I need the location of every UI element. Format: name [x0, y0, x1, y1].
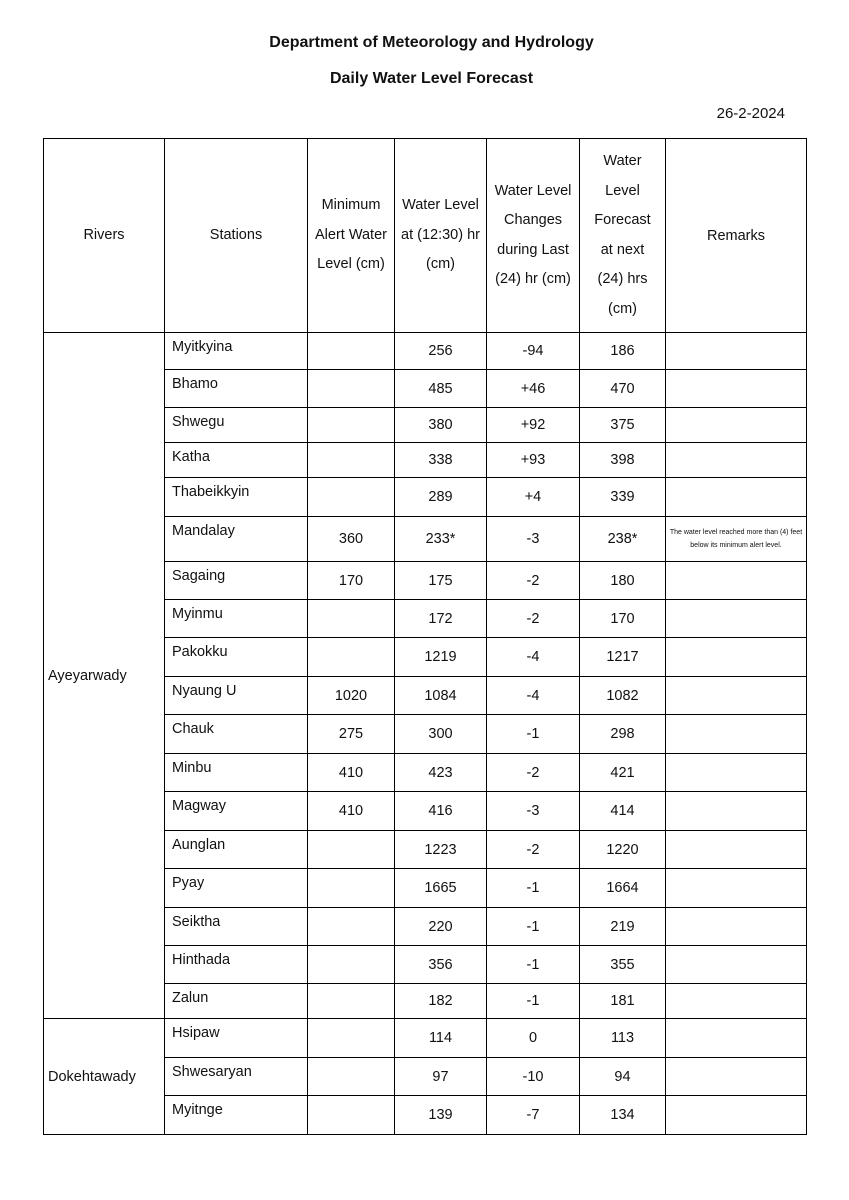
water-level-cell: 338: [395, 443, 487, 478]
col-header-remarks: Remarks: [666, 139, 807, 333]
water-level-cell: 1219: [395, 638, 487, 677]
water-level-cell: 1665: [395, 869, 487, 908]
water-level-cell: 182: [395, 984, 487, 1019]
station-cell: Minbu: [165, 754, 308, 792]
water-level-cell: 380: [395, 408, 487, 443]
station-cell: Shwesaryan: [165, 1058, 308, 1096]
water-level-cell: 97: [395, 1058, 487, 1096]
remark-cell: [666, 408, 807, 443]
station-cell: Thabeikkyin: [165, 478, 308, 517]
station-cell: Myitkyina: [165, 333, 308, 370]
change-cell: -2: [487, 562, 580, 600]
forecast-cell: 470: [580, 370, 666, 408]
remark-cell: [666, 370, 807, 408]
remark-cell: [666, 869, 807, 908]
change-cell: -4: [487, 677, 580, 715]
change-cell: +92: [487, 408, 580, 443]
change-cell: -3: [487, 792, 580, 831]
water-level-cell: 233*: [395, 517, 487, 562]
change-cell: -3: [487, 517, 580, 562]
forecast-cell: 1217: [580, 638, 666, 677]
change-cell: -2: [487, 754, 580, 792]
col-header-stations: Stations: [165, 139, 308, 333]
min-alert-cell: [308, 946, 395, 984]
col-header-water-level: Water Level at (12:30) hr (cm): [395, 139, 487, 333]
change-cell: -1: [487, 908, 580, 946]
col-header-forecast: Water Level Forecast at next (24) hrs (cm): [580, 139, 666, 333]
remark-cell: The water level reached more than (4) feet below its minimum alert level.: [666, 517, 807, 562]
min-alert-cell: [308, 443, 395, 478]
min-alert-cell: 410: [308, 754, 395, 792]
header-row: [44, 139, 807, 333]
change-cell: -1: [487, 869, 580, 908]
min-alert-cell: 410: [308, 792, 395, 831]
min-alert-cell: 360: [308, 517, 395, 562]
min-alert-cell: 170: [308, 562, 395, 600]
remark-cell: [666, 984, 807, 1019]
change-cell: -2: [487, 831, 580, 869]
min-alert-cell: [308, 984, 395, 1019]
change-cell: -94: [487, 333, 580, 370]
min-alert-cell: [308, 869, 395, 908]
remark-cell: [666, 600, 807, 638]
forecast-cell: 355: [580, 946, 666, 984]
station-cell: Shwegu: [165, 408, 308, 443]
change-cell: -1: [487, 715, 580, 754]
station-cell: Seiktha: [165, 908, 308, 946]
remark-cell: [666, 1058, 807, 1096]
forecast-cell: 375: [580, 408, 666, 443]
station-cell: Pyay: [165, 869, 308, 908]
remark-cell: [666, 1096, 807, 1135]
forecast-cell: 134: [580, 1096, 666, 1135]
col-header-changes: Water Level Changes during Last (24) hr (cm): [487, 139, 580, 333]
water-level-cell: 416: [395, 792, 487, 831]
station-cell: Hsipaw: [165, 1019, 308, 1058]
water-level-cell: 220: [395, 908, 487, 946]
remark-cell: [666, 1019, 807, 1058]
water-level-table: [43, 138, 807, 1135]
station-cell: Mandalay: [165, 517, 308, 562]
water-level-cell: 256: [395, 333, 487, 370]
water-level-cell: 114: [395, 1019, 487, 1058]
min-alert-cell: [308, 600, 395, 638]
change-cell: +46: [487, 370, 580, 408]
min-alert-cell: 275: [308, 715, 395, 754]
forecast-cell: 219: [580, 908, 666, 946]
water-level-cell: 289: [395, 478, 487, 517]
change-cell: -4: [487, 638, 580, 677]
river-cell: Ayeyarwady: [44, 333, 165, 1019]
remark-cell: [666, 478, 807, 517]
forecast-cell: 398: [580, 443, 666, 478]
forecast-cell: 238*: [580, 517, 666, 562]
remark-cell: [666, 754, 807, 792]
min-alert-cell: [308, 408, 395, 443]
station-cell: Myitnge: [165, 1096, 308, 1135]
min-alert-cell: [308, 831, 395, 869]
min-alert-cell: [308, 908, 395, 946]
forecast-cell: 1664: [580, 869, 666, 908]
change-cell: 0: [487, 1019, 580, 1058]
min-alert-cell: [308, 638, 395, 677]
min-alert-cell: [308, 333, 395, 370]
remark-cell: [666, 638, 807, 677]
remark-cell: [666, 333, 807, 370]
water-level-cell: 485: [395, 370, 487, 408]
forecast-cell: 180: [580, 562, 666, 600]
station-cell: Bhamo: [165, 370, 308, 408]
table-row: [44, 333, 807, 370]
station-cell: Zalun: [165, 984, 308, 1019]
remark-cell: [666, 715, 807, 754]
remark-cell: [666, 908, 807, 946]
min-alert-cell: [308, 1096, 395, 1135]
col-header-min-alert: Minimum Alert Water Level (cm): [308, 139, 395, 333]
page-title: Department of Meteorology and Hydrology: [269, 34, 594, 51]
forecast-cell: 94: [580, 1058, 666, 1096]
station-cell: Pakokku: [165, 638, 308, 677]
forecast-cell: 181: [580, 984, 666, 1019]
change-cell: -10: [487, 1058, 580, 1096]
station-cell: Nyaung U: [165, 677, 308, 715]
remark-cell: [666, 562, 807, 600]
forecast-cell: 298: [580, 715, 666, 754]
col-header-rivers: Rivers: [44, 139, 165, 333]
change-cell: -1: [487, 984, 580, 1019]
min-alert-cell: [308, 1058, 395, 1096]
water-level-cell: 1223: [395, 831, 487, 869]
page-subtitle: Daily Water Level Forecast: [329, 70, 534, 87]
forecast-cell: 113: [580, 1019, 666, 1058]
min-alert-cell: [308, 478, 395, 517]
min-alert-cell: 1020: [308, 677, 395, 715]
river-cell: Dokehtawady: [44, 1019, 165, 1135]
forecast-cell: 1082: [580, 677, 666, 715]
water-level-cell: 356: [395, 946, 487, 984]
forecast-cell: 414: [580, 792, 666, 831]
min-alert-cell: [308, 1019, 395, 1058]
water-level-cell: 139: [395, 1096, 487, 1135]
forecast-cell: 339: [580, 478, 666, 517]
table-body: [44, 333, 807, 1135]
station-cell: Chauk: [165, 715, 308, 754]
remark-cell: [666, 792, 807, 831]
table-header: [44, 139, 807, 333]
forecast-cell: 170: [580, 600, 666, 638]
report-date: 26-2-2024: [716, 105, 785, 122]
change-cell: -7: [487, 1096, 580, 1135]
min-alert-cell: [308, 370, 395, 408]
station-cell: Magway: [165, 792, 308, 831]
station-cell: Myinmu: [165, 600, 308, 638]
table-row: [44, 1019, 807, 1058]
remark-cell: [666, 443, 807, 478]
change-cell: -1: [487, 946, 580, 984]
water-level-cell: 1084: [395, 677, 487, 715]
station-cell: Aunglan: [165, 831, 308, 869]
forecast-cell: 1220: [580, 831, 666, 869]
water-level-cell: 172: [395, 600, 487, 638]
forecast-cell: 421: [580, 754, 666, 792]
remark-cell: [666, 831, 807, 869]
change-cell: +93: [487, 443, 580, 478]
station-cell: Sagaing: [165, 562, 308, 600]
water-level-cell: 300: [395, 715, 487, 754]
forecast-cell: 186: [580, 333, 666, 370]
station-cell: Katha: [165, 443, 308, 478]
remark-cell: [666, 946, 807, 984]
station-cell: Hinthada: [165, 946, 308, 984]
change-cell: -2: [487, 600, 580, 638]
change-cell: +4: [487, 478, 580, 517]
water-level-cell: 175: [395, 562, 487, 600]
remark-cell: [666, 677, 807, 715]
water-level-cell: 423: [395, 754, 487, 792]
